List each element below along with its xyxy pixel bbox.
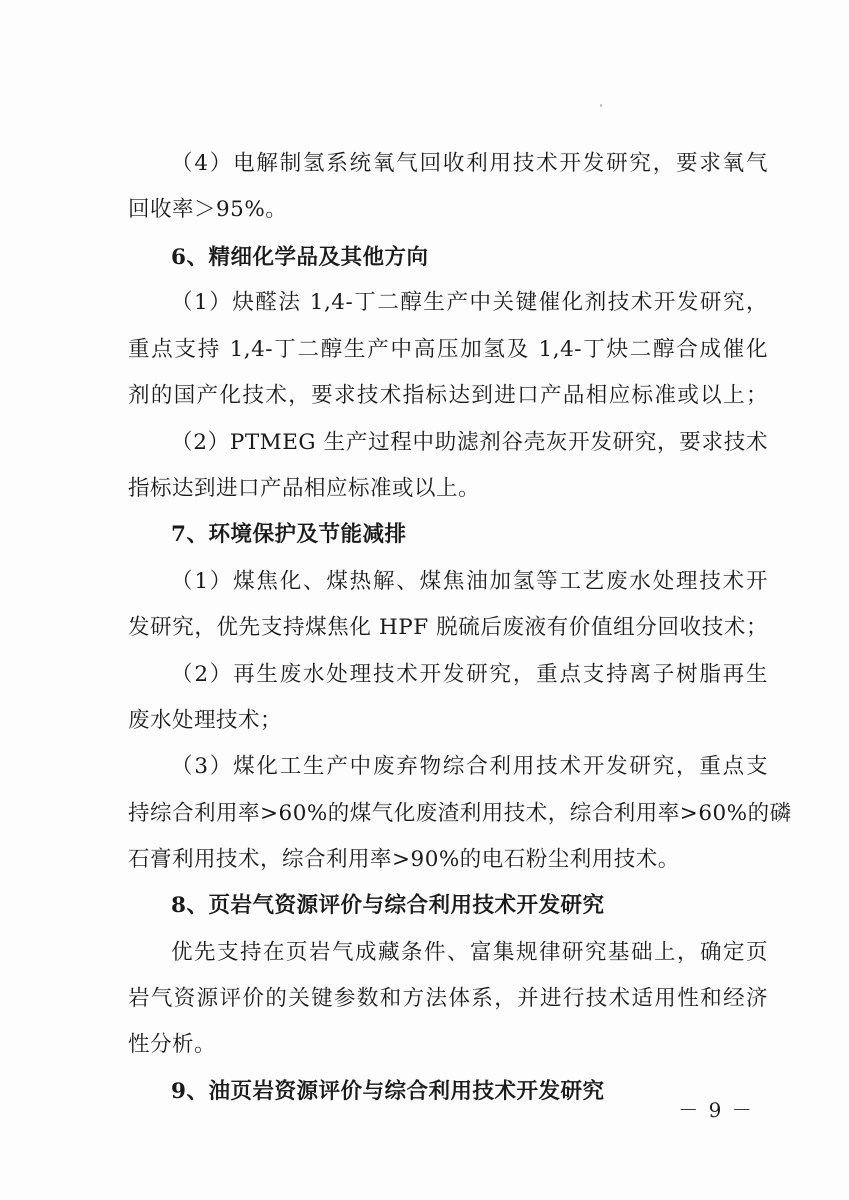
section-heading: 9、油页岩资源评价与综合利用技术开发研究 xyxy=(171,1079,605,1104)
paragraph-line: 岩气资源评价的关键参数和方法体系，并进行技术适用性和经济 xyxy=(128,986,768,1011)
paragraph-line: 重点支持 1,4-丁二醇生产中高压加氢及 1,4-丁炔二醇合成催化 xyxy=(128,337,768,362)
paragraph-line: （1）炔醛法 1,4-丁二醇生产中关键催化剂技术开发研究， xyxy=(171,290,768,315)
paragraph-line: 石膏利用技术，综合利用率>90%的电石粉尘利用技术。 xyxy=(128,847,680,872)
paragraph-line: 发研究，优先支持煤焦化 HPF 脱硫后废液有价值组分回收技术； xyxy=(128,615,768,640)
page-number: － 9 － xyxy=(678,1098,754,1122)
paragraph-line: 回收率＞95%。 xyxy=(128,197,288,222)
paragraph-line: 废水处理技术； xyxy=(128,708,283,733)
section-heading: 8、页岩气资源评价与综合利用技术开发研究 xyxy=(171,893,605,918)
section-heading: 6、精细化学品及其他方向 xyxy=(171,245,429,270)
paragraph-line: 性分析。 xyxy=(128,1032,217,1057)
scan-speck xyxy=(600,104,602,107)
paragraph-line: 指标达到进口产品相应标准或以上。 xyxy=(128,476,481,501)
paragraph-line: （2）PTMEG 生产过程中助滤剂谷壳灰开发研究，要求技术 xyxy=(171,430,768,455)
paragraph-line: （1）煤焦化、煤热解、煤焦油加氢等工艺废水处理技术开 xyxy=(171,569,768,594)
paragraph-line: （2）再生废水处理技术开发研究，重点支持离子树脂再生 xyxy=(171,662,768,687)
paragraph-line: 持综合利用率>60%的煤气化废渣利用技术，综合利用率>60%的磷 xyxy=(128,801,792,826)
paragraph-line: 优先支持在页岩气成藏条件、富集规律研究基础上，确定页 xyxy=(171,940,768,965)
paragraph-line: 剂的国产化技术，要求技术指标达到进口产品相应标准或以上； xyxy=(128,383,768,408)
paragraph-line: （4）电解制氢系统氧气回收利用技术开发研究，要求氧气 xyxy=(171,151,768,176)
section-heading: 7、环境保护及节能减排 xyxy=(171,522,407,547)
paragraph-line: （3）煤化工生产中废弃物综合利用技术开发研究，重点支 xyxy=(171,754,768,779)
